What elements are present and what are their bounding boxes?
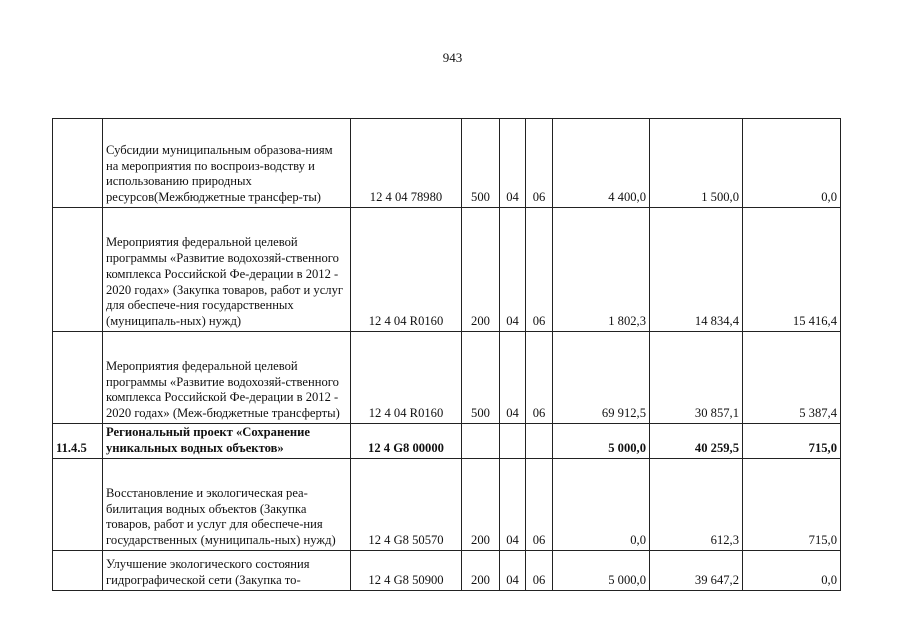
row-amount-1-cell: 5 000,0 — [553, 551, 650, 591]
row-name-cell: Региональный проект «Сохранение уникальных водных объектов» — [103, 424, 351, 459]
row-amount-3-cell: 5 387,4 — [743, 332, 841, 424]
row-subsection-cell: 06 — [526, 332, 553, 424]
row-expense-type-cell — [462, 424, 500, 459]
row-code-cell: 12 4 G8 50900 — [351, 551, 462, 591]
row-amount-3-cell: 715,0 — [743, 424, 841, 459]
row-subsection-cell: 06 — [526, 551, 553, 591]
row-expense-type-cell: 200 — [462, 208, 500, 332]
row-section-cell: 04 — [500, 332, 526, 424]
table-row — [53, 208, 841, 332]
row-subsection-cell: 06 — [526, 459, 553, 551]
table-row — [53, 332, 841, 424]
table-row — [53, 424, 841, 459]
page-number: 943 — [442, 50, 463, 65]
budget-table-body — [53, 119, 841, 591]
row-expense-type-cell: 500 — [462, 332, 500, 424]
row-subsection-cell: 06 — [526, 119, 553, 208]
row-name-cell: Улучшение экологического состояния гидрографической сети (Закупка то- — [103, 551, 351, 591]
row-code-cell: 12 4 04 R0160 — [351, 332, 462, 424]
row-subsection-cell — [526, 424, 553, 459]
row-number-cell — [53, 551, 103, 591]
budget-table — [52, 118, 841, 591]
table-row — [53, 459, 841, 551]
row-amount-2-cell: 30 857,1 — [650, 332, 743, 424]
row-amount-1-cell: 5 000,0 — [553, 424, 650, 459]
row-amount-3-cell: 715,0 — [743, 459, 841, 551]
row-amount-2-cell: 612,3 — [650, 459, 743, 551]
row-amount-2-cell: 39 647,2 — [650, 551, 743, 591]
row-number-cell: 11.4.5 — [53, 424, 103, 459]
row-amount-1-cell: 1 802,3 — [553, 208, 650, 332]
row-section-cell — [500, 424, 526, 459]
row-number-cell — [53, 208, 103, 332]
row-number-cell — [53, 459, 103, 551]
row-code-cell: 12 4 04 R0160 — [351, 208, 462, 332]
row-code-cell: 12 4 G8 00000 — [351, 424, 462, 459]
row-expense-type-cell: 200 — [462, 551, 500, 591]
row-subsection-cell: 06 — [526, 208, 553, 332]
row-code-cell: 12 4 04 78980 — [351, 119, 462, 208]
row-name-cell: Восстановление и экологическая реа-билитация водных объектов (Закупка товаров, работ и услуг для обеспече-ния государственных (муниципаль-ных) нужд) — [103, 459, 351, 551]
row-amount-2-cell: 1 500,0 — [650, 119, 743, 208]
row-section-cell: 04 — [500, 459, 526, 551]
table-row — [53, 119, 841, 208]
row-name-cell: Субсидии муниципальным образова-ниям на мероприятия по воспроиз-водству и использованию природных ресурсов(Межбюджетные трансфер-ты) — [103, 119, 351, 208]
row-amount-1-cell: 4 400,0 — [553, 119, 650, 208]
row-name-cell: Мероприятия федеральной целевой программы «Развитие водохозяй-ственного комплекса Российской Фе-дерации в 2012 - 2020 годах» (Закупка товаров, работ и услуг для обеспече-ния государственных (муниципаль-ных) нужд) — [103, 208, 351, 332]
row-number-cell — [53, 119, 103, 208]
table-row — [53, 551, 841, 591]
row-expense-type-cell: 200 — [462, 459, 500, 551]
row-expense-type-cell: 500 — [462, 119, 500, 208]
row-number-cell — [53, 332, 103, 424]
row-name-cell: Мероприятия федеральной целевой программы «Развитие водохозяй-ственного комплекса Российской Фе-дерации в 2012 - 2020 годах» (Меж-бюджетные трансферты) — [103, 332, 351, 424]
row-section-cell: 04 — [500, 551, 526, 591]
row-code-cell: 12 4 G8 50570 — [351, 459, 462, 551]
row-amount-2-cell: 40 259,5 — [650, 424, 743, 459]
row-section-cell: 04 — [500, 119, 526, 208]
row-amount-2-cell: 14 834,4 — [650, 208, 743, 332]
row-amount-3-cell: 0,0 — [743, 119, 841, 208]
row-amount-1-cell: 0,0 — [553, 459, 650, 551]
row-amount-3-cell: 0,0 — [743, 551, 841, 591]
row-section-cell: 04 — [500, 208, 526, 332]
row-amount-3-cell: 15 416,4 — [743, 208, 841, 332]
row-amount-1-cell: 69 912,5 — [553, 332, 650, 424]
